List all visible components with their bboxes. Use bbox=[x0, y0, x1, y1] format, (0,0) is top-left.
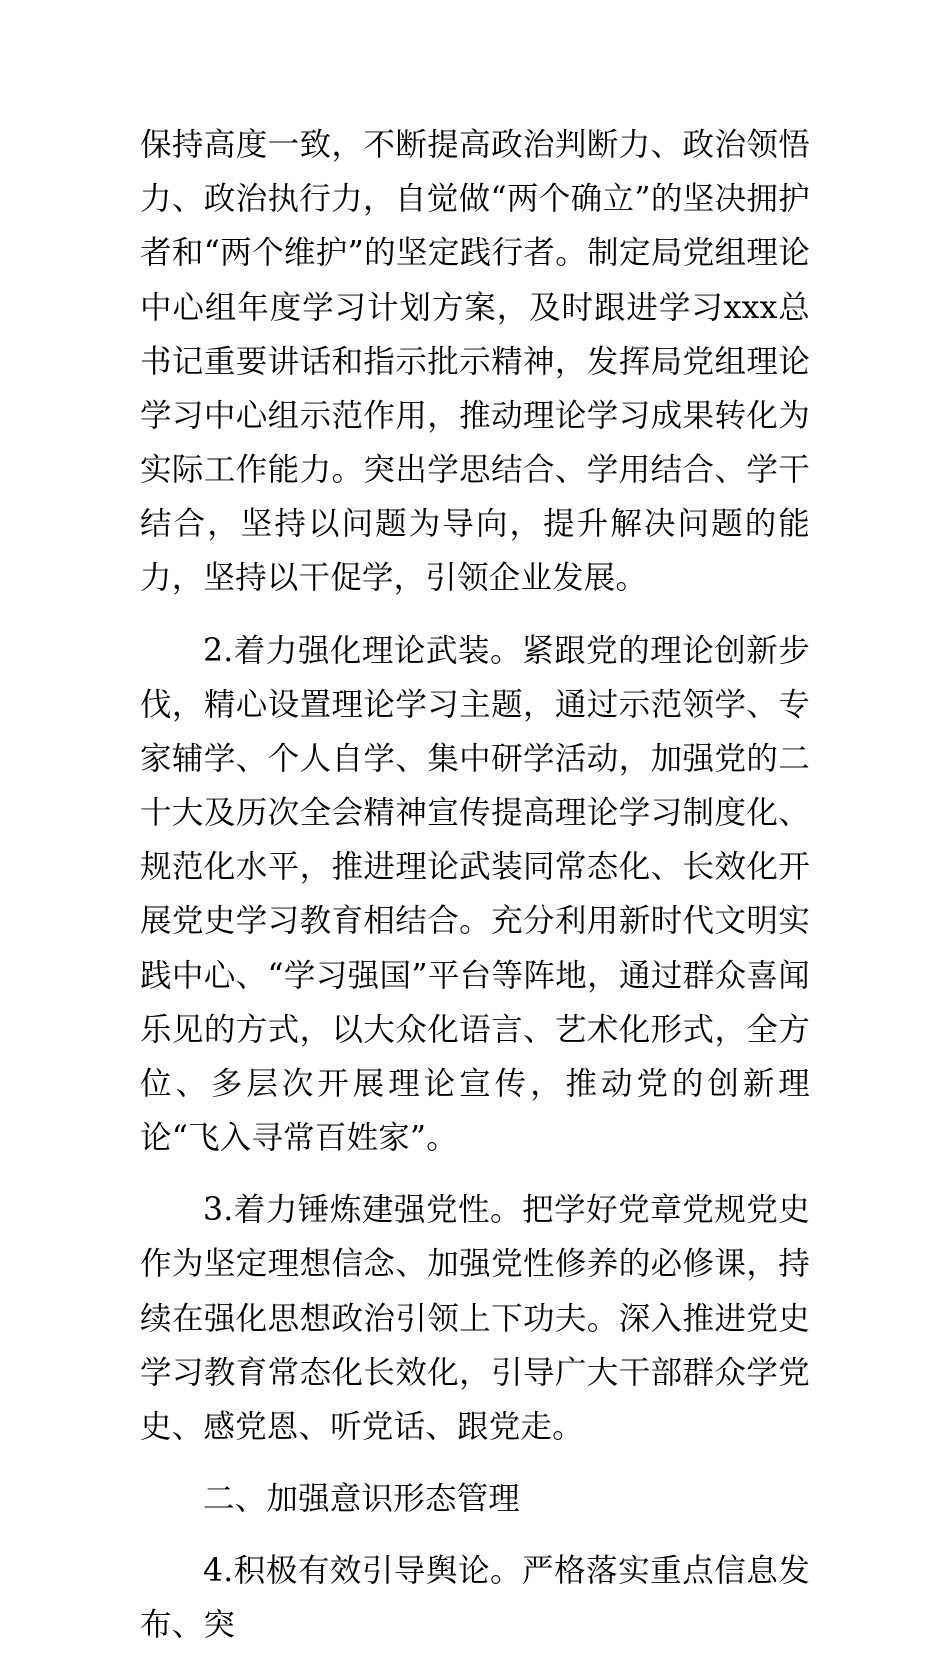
section-heading-two: 二、加强意识形态管理 bbox=[203, 1481, 521, 1518]
paragraph-item-3: 3.着力锤炼建强党性。把学好党章党规党史作为坚定理想信念、加强党性修养的必修课，持续在强化思想政治引领上下功夫。深入推进党史学习教育常态化长效化，引导广大干部群众学党史、感党恩、听党话、跟党走。 bbox=[140, 1192, 810, 1445]
document-body bbox=[140, 118, 810, 1653]
paragraph-continuation: 保持高度一致，不断提高政治判断力、政治领悟力、政治执行力，自觉做“两个确立”的坚决拥护者和“两个维护”的坚定践行者。制定局党组理论中心组年度学习计划方案，及时跟进学习xxx总书记重要讲话和指示批示精神，发挥局党组理论学习中心组示范作用，推动理论学习成果转化为实际工作能力。突出学思结合、学用结合、学干结合，坚持以问题为导向，提升解决问题的能力，坚持以干促学，引领企业发展。 bbox=[140, 127, 810, 597]
paragraph-item-4: 4.积极有效引导舆论。严格落实重点信息发布、突 bbox=[140, 1553, 810, 1644]
paragraph-item-2: 2.着力强化理论武装。紧跟党的理论创新步伐，精心设置理论学习主题，通过示范领学、专家辅学、个人自学、集中研学活动，加强党的二十大及历次全会精神宣传提高理论学习制度化、规范化水平，推进理论武装同常态化、长效化开展党史学习教育相结合。充分利用新时代文明实践中心、“学习强国”平台等阵地，通过群众喜闻乐见的方式，以大众化语言、艺术化形式，全方位、多层次开展理论宣传，推动党的创新理论“飞入寻常百姓家”。 bbox=[140, 632, 810, 1157]
